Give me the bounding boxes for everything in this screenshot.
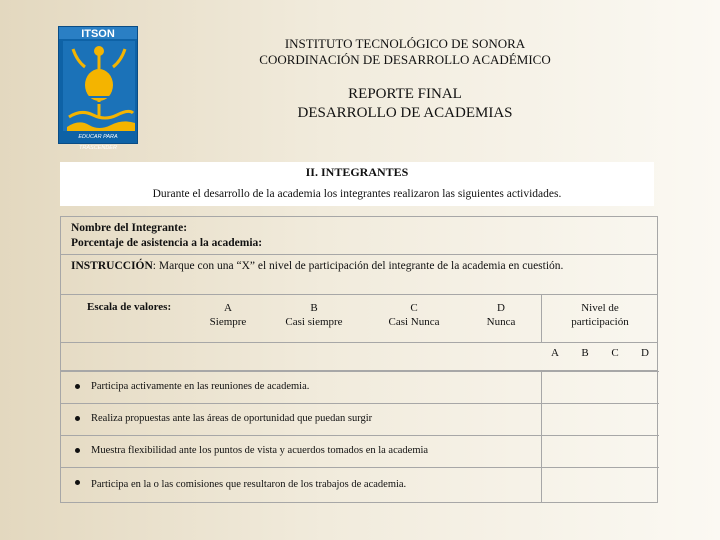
option-c xyxy=(364,301,464,329)
instruction xyxy=(71,260,563,272)
level-column-a: A xyxy=(551,347,559,359)
option-label: Casi Nunca xyxy=(388,316,440,328)
department-name: COORDINACIÓN DE DESARROLLO ACADÉMICO xyxy=(259,52,551,67)
report-title: REPORTE FINAL xyxy=(348,86,462,102)
bullet-icon xyxy=(75,480,80,485)
instruction-label: INSTRUCCIÓN xyxy=(71,260,153,272)
level-column-d: D xyxy=(641,347,649,359)
option-letter: B xyxy=(310,302,318,314)
report-subtitle: DESARROLLO DE ACADEMIAS xyxy=(297,105,513,121)
option-label: Siempre xyxy=(209,316,247,328)
evaluation-form xyxy=(60,216,658,503)
item-text: Participa activamente en las reuniones de academia. xyxy=(91,381,310,392)
logo-tagline: EDUCAR PARA TRASCENDER xyxy=(59,132,137,143)
option-label: Casi siempre xyxy=(285,316,343,328)
scale-row xyxy=(61,295,657,343)
bullet-icon xyxy=(75,384,80,389)
attendance-label: Porcentaje de asistencia a la academia: xyxy=(71,237,263,249)
option-a xyxy=(178,301,278,329)
level-column-c: C xyxy=(611,347,619,359)
logo-name: ITSON xyxy=(81,28,115,40)
section-description-band xyxy=(60,182,654,206)
bullet-icon xyxy=(75,448,80,453)
participation-cell[interactable] xyxy=(541,371,659,403)
instruction-row xyxy=(61,255,657,295)
list-item xyxy=(61,403,541,435)
logo-emblem-icon xyxy=(59,27,139,145)
option-letter: A xyxy=(224,302,232,314)
level-divider xyxy=(541,295,542,343)
option-label: Nunca xyxy=(486,316,516,328)
option-b xyxy=(264,301,364,329)
itson-logo xyxy=(58,26,138,151)
section-title: II. INTEGRANTES xyxy=(305,165,409,179)
participation-cell[interactable] xyxy=(541,435,659,467)
participation-cell[interactable] xyxy=(541,403,659,435)
option-letter: C xyxy=(410,302,418,314)
level-header-line1: Nivel de xyxy=(581,302,619,314)
bullet-icon xyxy=(75,416,80,421)
section-title-band xyxy=(60,162,654,182)
list-item xyxy=(61,371,541,403)
list-item xyxy=(61,435,541,467)
option-d xyxy=(451,301,551,329)
item-text: Participa en la o las comisiones que resultaron de los trabajos de academia. xyxy=(91,479,407,490)
items-divider xyxy=(541,371,542,503)
participation-cell[interactable] xyxy=(541,467,659,503)
scale-label: Escala de valores: xyxy=(87,301,172,313)
option-letter: D xyxy=(497,302,505,314)
institution-name: INSTITUTO TECNOLÓGICO DE SONORA xyxy=(284,36,526,51)
level-header xyxy=(541,301,659,329)
member-name-label: Nombre del Integrante: xyxy=(71,222,188,234)
list-item xyxy=(61,467,541,503)
item-text: Realiza propuestas ante las áreas de oportunidad que puedan surgir xyxy=(91,413,373,424)
instruction-text: : Marque con una “X” el nivel de participación del integrante de la academia en cuestión. xyxy=(152,260,564,272)
item-text: Muestra flexibilidad ante los puntos de vista y acuerdos tomados en la academia xyxy=(91,445,429,456)
member-info-row xyxy=(61,217,657,255)
level-columns-row xyxy=(61,343,657,371)
section-description: Durante el desarrollo de la academia los integrantes realizaron las siguientes actividades. xyxy=(152,188,562,200)
level-header-line2: participación xyxy=(571,316,629,328)
level-column-b: B xyxy=(581,347,589,359)
